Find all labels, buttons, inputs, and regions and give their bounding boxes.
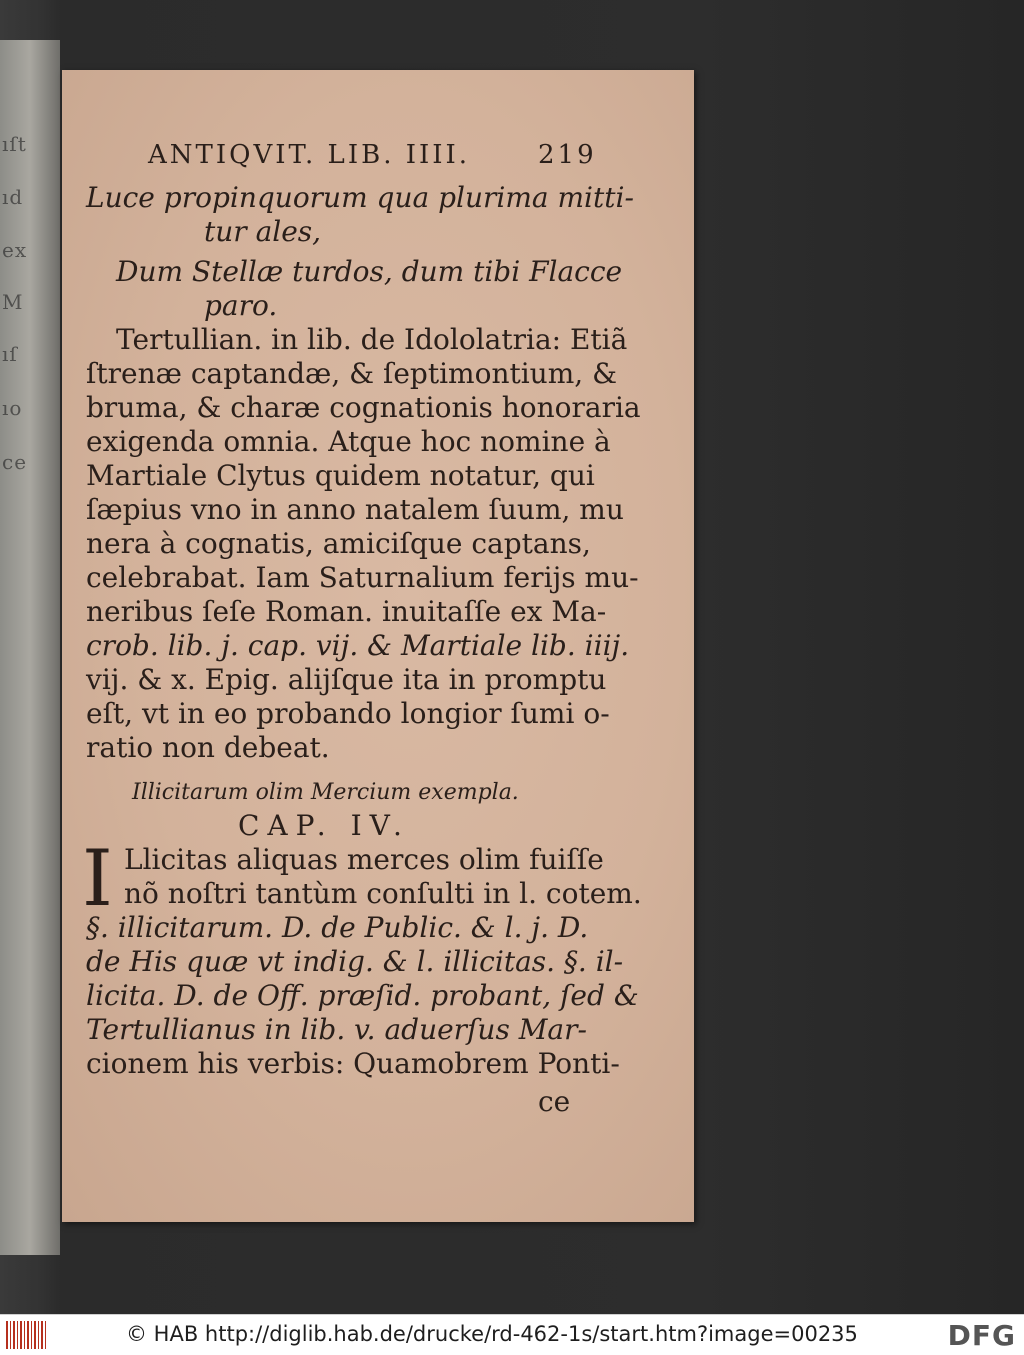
previous-page-edge: ıſt ıd ex M ıſ ıo ce	[0, 40, 60, 1255]
section-rubric: Illicitarum olim Mercium exempla.	[132, 780, 519, 805]
text-line: Tertullianus in lib. v. aduerſus Mar-	[86, 1013, 587, 1046]
text-line: Martiale Clytus quidem notatur, qui	[86, 459, 595, 492]
text-line: vij. & x. Epig. alijſque ita in promptu	[86, 663, 607, 696]
text-line: nera à cognatis, amiciſque captans,	[86, 527, 591, 560]
text-line: cionem his verbis: Quamobrem Ponti-	[86, 1047, 620, 1080]
text-line: eſt, vt in eo probando longior ſumi o-	[86, 697, 610, 730]
drop-initial: I	[82, 834, 113, 924]
text-line: de His quæ vt indig. & l. illicitas. §. il-	[86, 945, 624, 978]
text-line: Dum Stellæ turdos, dum tibi Flacce	[116, 255, 623, 288]
text-line: celebrabat. Iam Saturnalium ferijs mu-	[86, 561, 639, 594]
copyright-link[interactable]: © HAB http://diglib.hab.de/drucke/rd-462-1s/start.htm?image=00235	[126, 1322, 858, 1346]
text-line: Tertullian. in lib. de Idololatria: Etiã	[116, 323, 628, 356]
text-line: Luce propinquorum qua plurima mitti-	[86, 181, 634, 214]
text-line: licita. D. de Off. præſid. probant, ſed &	[86, 979, 639, 1012]
text-line: ſtrenæ captandæ, & ſeptimontium, &	[86, 357, 617, 390]
text-line: tur ales,	[204, 215, 322, 248]
text-line: exigenda omnia. Atque hoc nomine à	[86, 425, 611, 458]
catchword: ce	[538, 1085, 571, 1118]
text-line: §. illicitarum. D. de Public. & l. j. D.	[86, 911, 589, 944]
text-line: ratio non debeat.	[86, 731, 330, 764]
text-line: crob. lib. j. cap. vij. & Martiale lib. iiij.	[86, 629, 630, 662]
text-line: ſæpius vno in anno natalem ſuum, mu	[86, 493, 624, 526]
text-line: nõ noſtri tantùm conſulti in l. cotem.	[124, 877, 642, 910]
footer-bar	[0, 1314, 1024, 1355]
text-line: neribus ſeſe Roman. inuitaſſe ex Ma-	[86, 595, 607, 628]
barcode-icon	[6, 1321, 46, 1349]
running-title: ANTIQVIT. LIB. IIII.	[148, 140, 471, 170]
text-line: Llicitas aliquas merces olim fuiſſe	[124, 843, 604, 876]
text-line: bruma, & charæ cognationis honoraria	[86, 391, 641, 424]
page-number: 219	[538, 140, 597, 170]
text-line: paro.	[204, 289, 278, 322]
chapter-heading: CAP. IV.	[238, 809, 410, 842]
book-page	[62, 70, 694, 1222]
dfg-logo: DFG	[947, 1319, 1016, 1352]
